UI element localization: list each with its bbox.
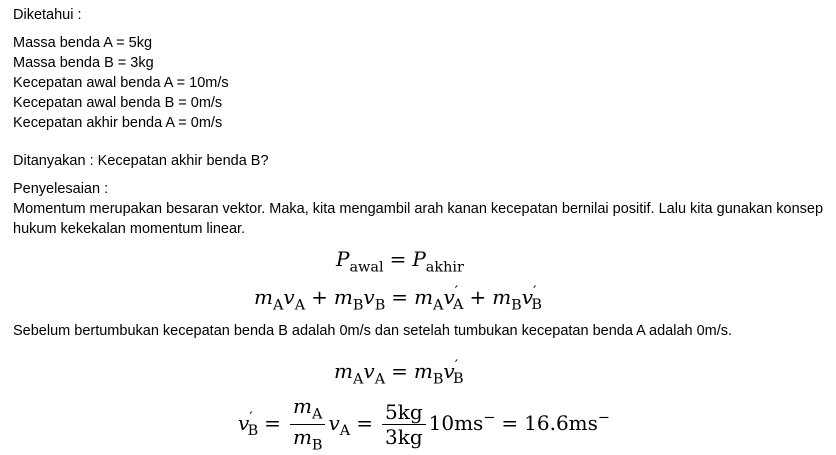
fraction-mass-values: $\frac{5kg}{3kg}$ <box>382 400 426 449</box>
known-line-final-speed-a: Kecepatan akhir benda A = 0m/s <box>13 115 223 131</box>
equation-momentum-conservation: $P_{awal} = P_{akhir}$ <box>336 247 464 276</box>
equation-momentum-expanded: $m_Av_A + m_Bv_B = m_Av'_A + m_Bv'_B$ <box>254 284 542 314</box>
asked-line: Ditanyakan : Kecepatan akhir benda B? <box>13 153 269 169</box>
known-heading: Diketahui : <box>13 7 82 23</box>
known-line-mass-b: Massa benda B = 3kg <box>13 55 154 71</box>
known-line-initial-speed-a: Kecepatan awal benda A = 10m/s <box>13 75 229 91</box>
equation-final-velocity: $v'_B$ = $\frac{m_A}{m_B}$ $v_A$ = $\frac{5kg}{3kg}$ 10ms− = 16.6ms− <box>238 394 610 454</box>
solution-note: Sebelum bertumbukan kecepatan benda B adalah 0m/s dan setelah tumbukan kecepatan benda A adalah 0m/s. <box>13 323 733 339</box>
solution-heading: Penyelesaian : <box>13 181 109 197</box>
equation-simplified: $m_Av_A = m_Bv'_B$ <box>334 358 464 388</box>
known-line-initial-speed-b: Kecepatan awal benda B = 0m/s <box>13 95 223 111</box>
known-line-mass-a: Massa benda A = 5kg <box>13 35 153 51</box>
fraction-mass-ratio: $\frac{m_A}{m_B}$ <box>290 394 326 455</box>
solution-paragraph: Momentum merupakan besaran vektor. Maka, kita mengambil arah kanan kecepatan bernilai positif. Lalu kita gunakan konsep hukum kekekalan momentum linear. <box>13 201 824 237</box>
